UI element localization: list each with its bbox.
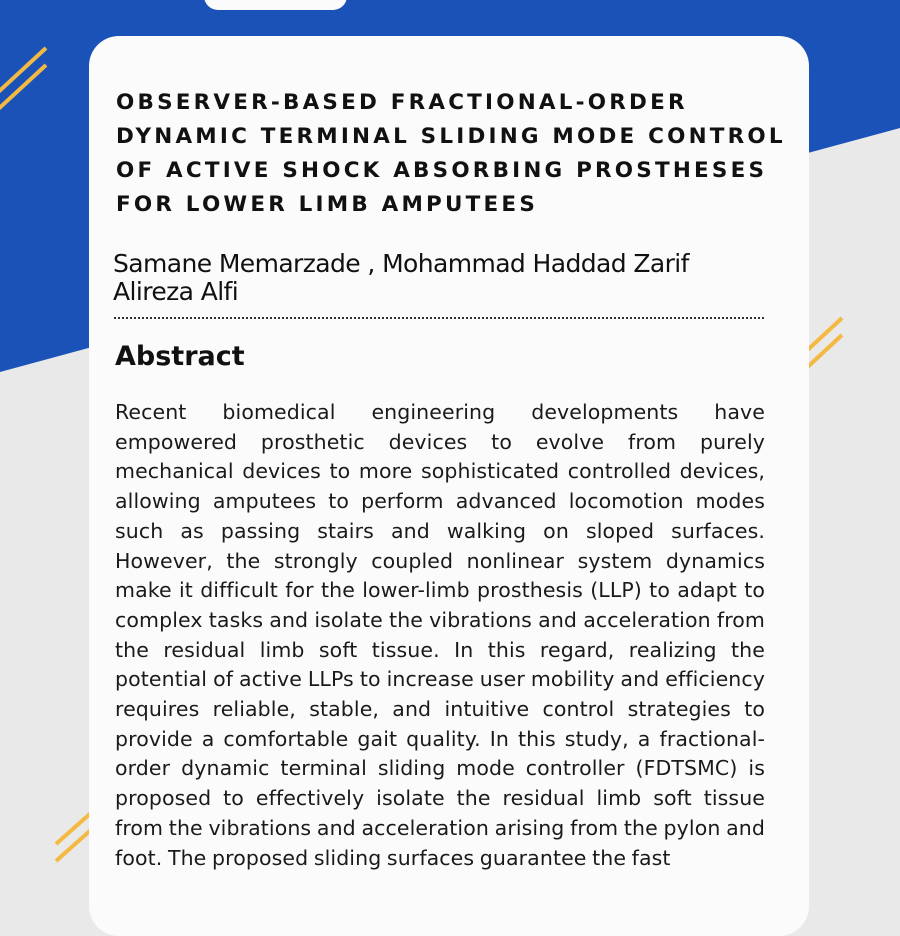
abstract-text: Recent biomedical engineering developments have empowered prosthetic devices to evolve from purely mechanical devices to more sophisticated controlled devices, allowing amputees to perform advanced locomotion modes such as passing stairs and walking on sloped surfaces. However, the strongly coupled nonlinear system dynamics make it difficult for the lower-limb prosthesis (LLP) to adapt to complex tasks and isolate the vibrations and acceleration from the residual limb soft tissue. In this regard, realizing the potential of active LLPs to increase user mobility and efficiency requires reliable, stable, and intuitive control strategies to provide a comfortable gait quality. In this study, a fractional-order dynamic terminal sliding mode controller (FDTSMC) is proposed to effectively isolate the residual limb soft tissue from the vibrations and acceleration arising from the pylon and foot. The proposed sliding surfaces guarantee the fast: [115, 400, 765, 870]
top-tab-shape: [204, 0, 347, 10]
authors-line-2: Alireza Alfi: [113, 277, 239, 306]
abstract-heading: Abstract: [115, 341, 245, 372]
authors-line-1: Samane Memarzade , Mohammad Haddad Zarif: [113, 249, 689, 278]
paper-title: OBSERVER-BASED FRACTIONAL-ORDER DYNAMIC TERMINAL SLIDING MODE CONTROL OF ACTIVE SHOCK ABSORBING PROSTHESES FOR LOWER LIMB AMPUTEES: [116, 90, 786, 217]
author-list: [113, 250, 813, 306]
dotted-divider: [114, 317, 764, 319]
yellow-stripes-bottom-left: [56, 812, 92, 861]
